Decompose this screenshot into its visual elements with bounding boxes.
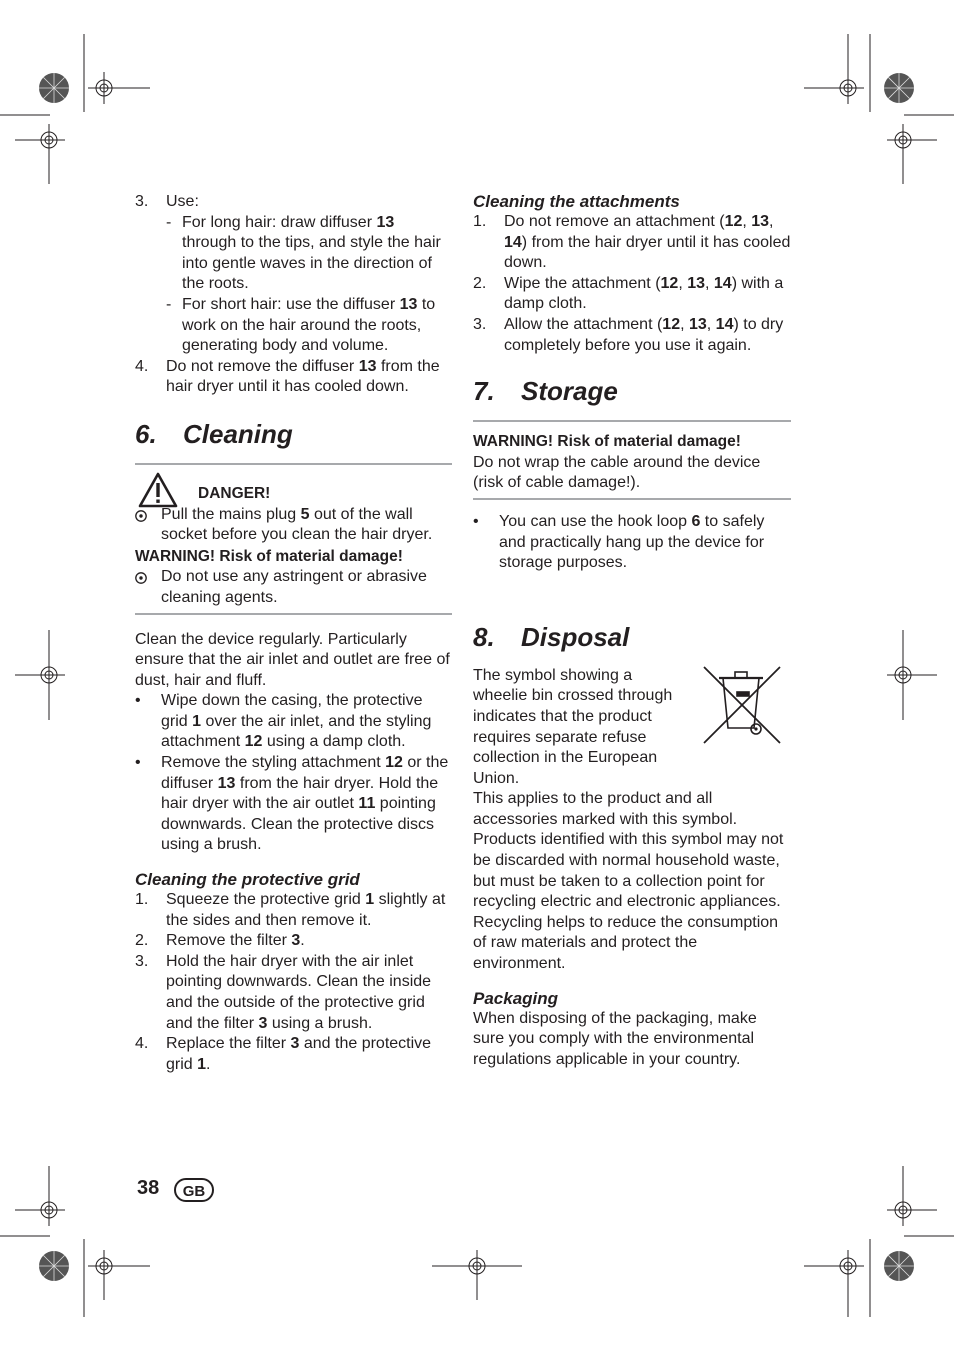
subheading-cleaning-attachments: Cleaning the attachments [473,192,680,211]
list-item: 3. Allow the attachment (12, 13, 14) to dry completely before you use it again. [473,315,784,354]
dash-marker: - [166,295,172,313]
bullet: • [135,692,141,710]
section-heading-disposal: 8. Disposal [473,621,630,652]
list-item: 2. Wipe the attachment (12, 13, 14) with a damp cloth. [473,274,784,313]
bullet-text: Remove the styling attachment 12 or the diffuser 13 from the hair dryer. Hold the hair dryer with the air outlet 11 pointing downwards. Clean the protective discs using a brush. [161,754,449,854]
list-item: 3. Hold the hair dryer with the air inlet pointing downwards. Clean the inside and the outside of the protective grid and the filter 3 using a brush. [135,952,432,1032]
section-heading-storage: 7. Storage [473,376,618,407]
section-heading-cleaning: 6. Cleaning [135,418,293,449]
sub-list-text: For short hair: use the diffuser 13 to work on the hair around the roots, generating body and volume. [182,295,436,355]
sub-list-text: For long hair: draw diffuser 13 through to the tips, and style the hair into gentle waves in the direction of the roots. [182,213,441,293]
list-item: 4. Replace the filter 3 and the protective grid 1. [135,1035,432,1073]
bullet: • [135,754,141,772]
disposal-symbol-text: The symbol showing a wheelie bin crossed through indicates that the product requires separate refuse collection in the European Union. [473,666,673,787]
warning-text: Do not wrap the cable around the device (risk of cable damage!). [473,453,761,492]
instruction-text: Do not use any astringent or abrasive cleaning agents. [161,568,427,606]
language-badge: GB [174,1178,214,1202]
subheading-packaging: Packaging [473,988,559,1008]
packaging-text: When disposing of the packaging, make sure you comply with the environmental regulations applicable in your country. [473,1009,757,1068]
list-number: 3. [135,193,149,210]
list-item: 1. Do not remove an attachment (12, 13, 14) from the hair dryer until it has cooled down. [473,213,791,272]
warning-label: WARNING! Risk of material damage! [473,433,741,451]
dash-marker: - [166,213,172,231]
danger-label: DANGER! [198,484,271,502]
bullet: • [473,512,479,530]
cleaning-intro: Clean the device regularly. Particularly ensure that the air inlet and outlet are free of dust, hair and fluff. [135,630,450,689]
bullet-text: Wipe down the casing, the protective grid 1 over the air inlet, and the styling attachment 12 using a damp cloth. [161,692,432,751]
page-number: 38 [137,1177,160,1199]
disposal-text: This applies to the product and all accessories marked with this symbol. Products identified with this symbol may not be discarded with normal household waste, but must be taken to a collection point for recycling electric and electronic appliances. Recycling helps to reduce the consumption of raw materials and protect the environment. [473,790,784,973]
list-item: 2. Remove the filter 3. [135,932,305,950]
subheading-cleaning-grid: Cleaning the protective grid [135,870,360,890]
list-text: Use: [166,193,199,210]
list-text: Do not remove the diffuser 13 from the hair dryer until it has cooled down. [166,357,440,396]
list-item: 1. Squeeze the protective grid 1 slightly at the sides and then remove it. [135,891,446,929]
list-number: 4. [135,357,149,375]
warning-label: WARNING! Risk of material damage! [135,547,403,565]
instruction-text: Pull the mains plug 5 out of the wall socket before you clean the hair dryer. [161,505,433,544]
bullet-text: You can use the hook loop 6 to safely and practically hang up the device for storage purposes. [499,512,765,572]
